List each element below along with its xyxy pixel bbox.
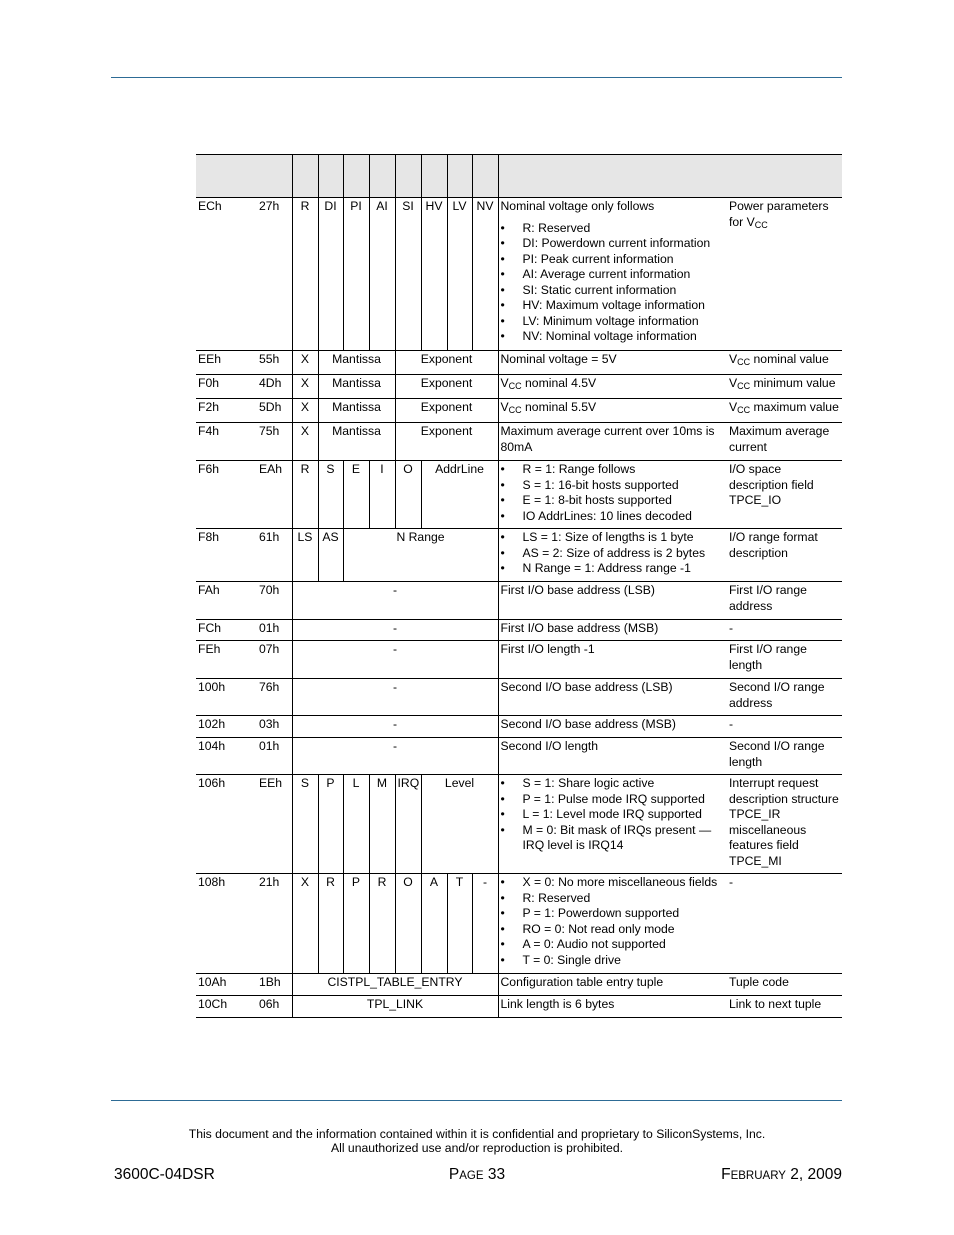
- list-item: • A = 0: Audio not supported: [501, 937, 726, 953]
- value-cell: 07h: [257, 641, 292, 679]
- note-text: V: [729, 352, 738, 366]
- value-cell: 27h: [257, 198, 292, 351]
- bits-merged-cell: -: [292, 716, 498, 738]
- mantissa-field: Mantissa: [318, 351, 395, 375]
- note-text: maximum value: [750, 400, 839, 414]
- list-item: • PI: Peak current information: [501, 252, 726, 268]
- description-list: [501, 462, 726, 524]
- value-cell: 70h: [257, 582, 292, 620]
- exponent-field: Exponent: [395, 351, 498, 375]
- description-cell: Maximum average current over 10ms is 80mA: [498, 423, 727, 461]
- confidentiality-notice: [0, 1127, 954, 1155]
- list-item: • R: Reserved: [501, 221, 726, 237]
- value-cell: EEh: [257, 775, 292, 874]
- value-cell: 61h: [257, 529, 292, 582]
- note-cell: [727, 351, 842, 375]
- description-text: nominal 4.5V: [521, 376, 597, 390]
- note-subscript: CC: [737, 357, 751, 367]
- address-cell: 106h: [196, 775, 257, 874]
- note-text: V: [729, 376, 738, 390]
- description-subscript: CC: [508, 381, 522, 391]
- bit-cell: -: [472, 874, 498, 974]
- bit-cell: X: [292, 423, 318, 461]
- description-list: [501, 530, 726, 577]
- note-cell: [727, 375, 842, 399]
- address-cell: 104h: [196, 738, 257, 775]
- table-row: [196, 641, 842, 679]
- description-cell: [498, 529, 727, 582]
- note-text: minimum value: [750, 376, 836, 390]
- table-row: [196, 996, 842, 1018]
- note-cell: Second I/O range address: [727, 679, 842, 716]
- description-cell: [498, 399, 727, 423]
- description-list: [501, 776, 726, 854]
- header-rule: [111, 77, 842, 78]
- list-item: • P = 1: Powerdown supported: [501, 906, 726, 922]
- date-month-rest: EBRUARY: [730, 1170, 786, 1182]
- bits-merged-cell: -: [292, 620, 498, 641]
- list-item: • SI: Static current information: [501, 283, 726, 299]
- note-subscript: CC: [754, 219, 768, 230]
- bits-merged-cell: CISTPL_TABLE_ENTRY: [292, 974, 498, 996]
- note-cell: I/O range format description: [727, 529, 842, 582]
- bit-cell: T: [447, 874, 472, 974]
- description-cell: Second I/O base address (MSB): [498, 716, 727, 738]
- description-intro: Nominal voltage only follows: [500, 199, 655, 213]
- list-item: • AS = 2: Size of address is 2 bytes: [501, 546, 726, 562]
- bit-cell: AS: [318, 529, 343, 582]
- exponent-field: Exponent: [395, 375, 498, 399]
- list-item: • T = 0: Single drive: [501, 953, 726, 969]
- address-cell: FCh: [196, 620, 257, 641]
- bit-cell: HV: [421, 198, 447, 351]
- bit-cell: X: [292, 351, 318, 375]
- list-item: • S = 1: 16-bit hosts supported: [501, 478, 726, 494]
- date-day-year: 2, 2009: [785, 1166, 842, 1183]
- bit-cell: P: [318, 775, 343, 874]
- bit-cell: R: [292, 198, 318, 351]
- note-text: V: [729, 400, 738, 414]
- bit-cell: S: [318, 461, 343, 529]
- value-cell: 4Dh: [257, 375, 292, 399]
- value-cell: 03h: [257, 716, 292, 738]
- list-item: • NV: Nominal voltage information: [501, 329, 726, 345]
- note-cell: -: [727, 620, 842, 641]
- bits-merged-cell: TPL_LINK: [292, 996, 498, 1018]
- list-item: • IO AddrLines: 10 lines decoded: [501, 509, 726, 525]
- table-row: [196, 375, 842, 399]
- address-cell: F6h: [196, 461, 257, 529]
- bit-cell: PI: [343, 198, 369, 351]
- note-cell: First I/O range address: [727, 582, 842, 620]
- table-row: [196, 679, 842, 716]
- list-item: • LS = 1: Size of lengths is 1 byte: [501, 530, 726, 546]
- list-item: • LV: Minimum voltage information: [501, 314, 726, 330]
- description-text: V: [500, 376, 509, 390]
- description-list: [501, 221, 726, 345]
- bit-cell: NV: [472, 198, 498, 351]
- note-text: nominal value: [750, 352, 829, 366]
- list-item: • RO = 0: Not read only mode: [501, 922, 726, 938]
- bit-cell: LV: [447, 198, 472, 351]
- value-cell: EAh: [257, 461, 292, 529]
- address-cell: F8h: [196, 529, 257, 582]
- bit-cell: X: [292, 399, 318, 423]
- note-cell: [727, 399, 842, 423]
- n-range-field: N Range: [343, 529, 498, 582]
- list-item: • M = 0: Bit mask of IRQs present — IRQ level is IRQ14: [501, 823, 726, 854]
- bit-cell: R: [369, 874, 395, 974]
- bits-merged-cell: -: [292, 679, 498, 716]
- note-cell: Tuple code: [727, 974, 842, 996]
- bit-cell: R: [318, 874, 343, 974]
- table-row: [196, 620, 842, 641]
- table-row: [196, 461, 842, 529]
- bit-cell: X: [292, 375, 318, 399]
- list-item: • N Range = 1: Address range -1: [501, 561, 726, 577]
- bit-cell: SI: [395, 198, 421, 351]
- description-text: V: [500, 400, 509, 414]
- address-cell: 102h: [196, 716, 257, 738]
- list-item: • R: Reserved: [501, 891, 726, 907]
- address-cell: F4h: [196, 423, 257, 461]
- note-cell: Maximum average current: [727, 423, 842, 461]
- list-item: • AI: Average current information: [501, 267, 726, 283]
- note-subscript: CC: [737, 405, 751, 415]
- footer-rule: [111, 1100, 842, 1101]
- bit-cell: IRQ: [395, 775, 421, 874]
- description-cell: First I/O base address (MSB): [498, 620, 727, 641]
- address-cell: 10Ch: [196, 996, 257, 1018]
- table-row: [196, 775, 842, 874]
- bits-merged-cell: -: [292, 582, 498, 620]
- bit-cell: A: [421, 874, 447, 974]
- description-subscript: CC: [508, 405, 522, 415]
- list-item: • L = 1: Level mode IRQ supported: [501, 807, 726, 823]
- value-cell: 76h: [257, 679, 292, 716]
- note-cell: First I/O range length: [727, 641, 842, 679]
- mantissa-field: Mantissa: [318, 375, 395, 399]
- bit-cell: O: [395, 461, 421, 529]
- note-cell: Interrupt request description structure TPCE_IR miscellaneous features field TPCE_MI: [727, 775, 842, 874]
- table-row: [196, 423, 842, 461]
- tuple-table: [196, 154, 842, 1018]
- value-cell: 1Bh: [257, 974, 292, 996]
- value-cell: 01h: [257, 738, 292, 775]
- addrline-field: AddrLine: [421, 461, 498, 529]
- description-cell: Nominal voltage = 5V: [498, 351, 727, 375]
- date-month-initial: F: [721, 1166, 731, 1183]
- list-item: • P = 1: Pulse mode IRQ supported: [501, 792, 726, 808]
- bits-merged-cell: -: [292, 738, 498, 775]
- description-cell: Second I/O base address (LSB): [498, 679, 727, 716]
- value-cell: 06h: [257, 996, 292, 1018]
- note-cell: -: [727, 716, 842, 738]
- table-row: [196, 351, 842, 375]
- description-text: nominal 5.5V: [521, 400, 597, 414]
- page-number-value: 33: [487, 1166, 506, 1183]
- list-item: • S = 1: Share logic active: [501, 776, 726, 792]
- value-cell: 5Dh: [257, 399, 292, 423]
- note-cell: Second I/O range length: [727, 738, 842, 775]
- bit-cell: LS: [292, 529, 318, 582]
- value-cell: 55h: [257, 351, 292, 375]
- level-field: Level: [421, 775, 498, 874]
- page-label-initial: P: [448, 1166, 460, 1183]
- note-subscript: CC: [737, 381, 751, 391]
- list-item: • E = 1: 8-bit hosts supported: [501, 493, 726, 509]
- address-cell: F2h: [196, 399, 257, 423]
- table-row: [196, 716, 842, 738]
- list-item: • R = 1: Range follows: [501, 462, 726, 478]
- bit-cell: O: [395, 874, 421, 974]
- value-cell: 75h: [257, 423, 292, 461]
- description-cell: [498, 198, 727, 351]
- description-cell: Link length is 6 bytes: [498, 996, 727, 1018]
- bit-cell: E: [343, 461, 369, 529]
- exponent-field: Exponent: [395, 399, 498, 423]
- bit-cell: L: [343, 775, 369, 874]
- doc-date: [721, 1166, 842, 1184]
- table-row: [196, 529, 842, 582]
- address-cell: F0h: [196, 375, 257, 399]
- mantissa-field: Mantissa: [318, 399, 395, 423]
- list-item: • HV: Maximum voltage information: [501, 298, 726, 314]
- table-row: [196, 198, 842, 351]
- table-row: [196, 399, 842, 423]
- confidentiality-line: This document and the information contained within it is confidential and proprietary to SiliconSystems, Inc.: [188, 1127, 766, 1141]
- address-cell: 108h: [196, 874, 257, 974]
- note-cell: I/O space description field TPCE_IO: [727, 461, 842, 529]
- note-cell: Link to next tuple: [727, 996, 842, 1018]
- value-cell: 21h: [257, 874, 292, 974]
- table-row: [196, 738, 842, 775]
- description-cell: [498, 461, 727, 529]
- note-cell: [727, 198, 842, 351]
- confidentiality-line: All unauthorized use and/or reproduction is prohibited.: [330, 1141, 623, 1155]
- note-text: Power parameters for V: [729, 199, 829, 229]
- bit-cell: AI: [369, 198, 395, 351]
- description-list: [501, 875, 726, 968]
- bits-merged-cell: -: [292, 641, 498, 679]
- table-row: [196, 874, 842, 974]
- table-row: [196, 974, 842, 996]
- exponent-field: Exponent: [395, 423, 498, 461]
- bit-cell: M: [369, 775, 395, 874]
- address-cell: 100h: [196, 679, 257, 716]
- description-cell: First I/O length -1: [498, 641, 727, 679]
- address-cell: 10Ah: [196, 974, 257, 996]
- mantissa-field: Mantissa: [318, 423, 395, 461]
- doc-number: 3600C-04DSR: [114, 1166, 215, 1183]
- description-cell: [498, 874, 727, 974]
- address-cell: ECh: [196, 198, 257, 351]
- value-cell: 01h: [257, 620, 292, 641]
- bit-cell: S: [292, 775, 318, 874]
- address-cell: FEh: [196, 641, 257, 679]
- table-row: [196, 582, 842, 620]
- bit-cell: R: [292, 461, 318, 529]
- address-cell: FAh: [196, 582, 257, 620]
- description-cell: [498, 375, 727, 399]
- bit-cell: P: [343, 874, 369, 974]
- bit-cell: I: [369, 461, 395, 529]
- bit-cell: DI: [318, 198, 343, 351]
- note-cell: -: [727, 874, 842, 974]
- list-item: • DI: Powerdown current information: [501, 236, 726, 252]
- description-cell: First I/O base address (LSB): [498, 582, 727, 620]
- list-item: • X = 0: No more miscellaneous fields: [501, 875, 726, 891]
- description-cell: [498, 775, 727, 874]
- address-cell: EEh: [196, 351, 257, 375]
- description-cell: Configuration table entry tuple: [498, 974, 727, 996]
- table-header-row: [196, 155, 842, 198]
- bit-cell: X: [292, 874, 318, 974]
- page-label-rest: AGE: [459, 1170, 484, 1182]
- description-cell: Second I/O length: [498, 738, 727, 775]
